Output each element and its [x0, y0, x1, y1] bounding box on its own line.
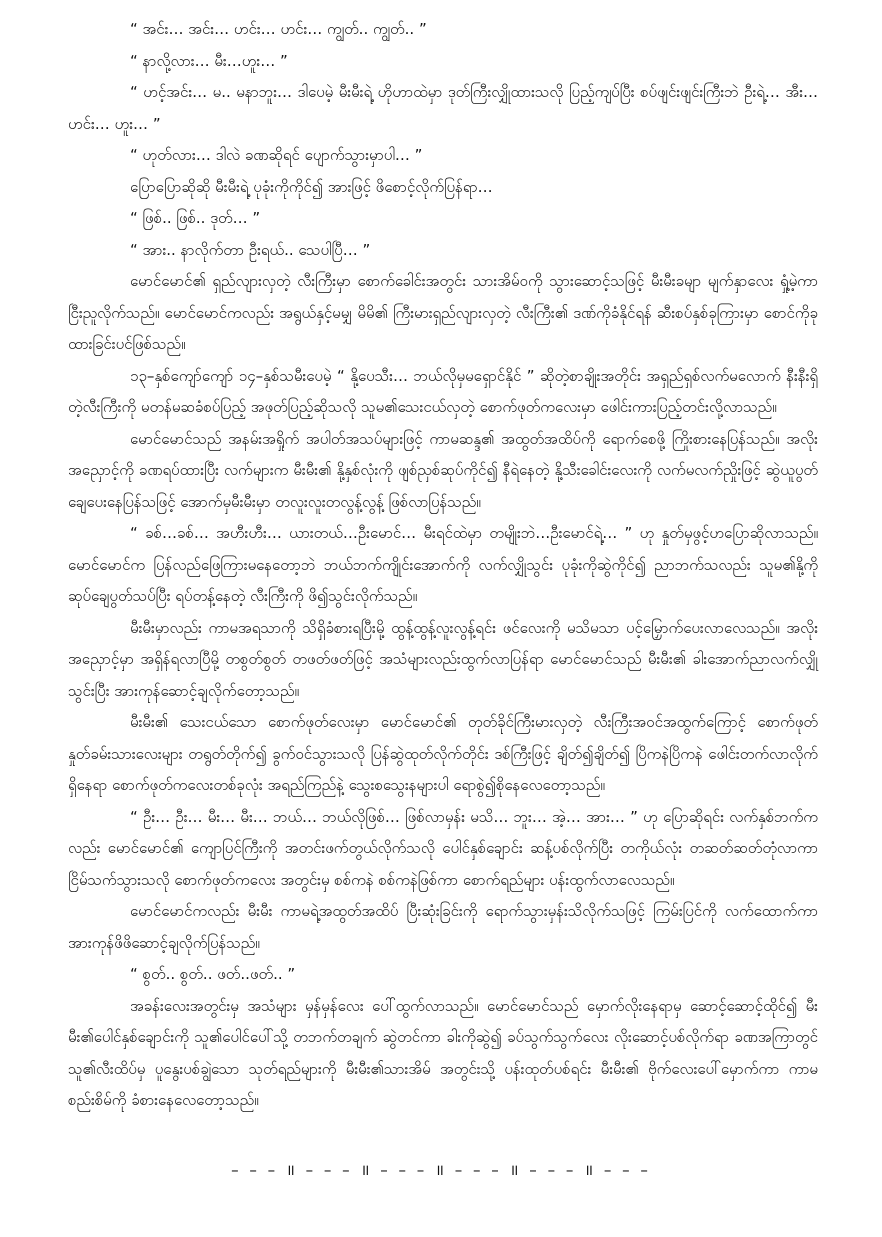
paragraph-10: မောင်မောင်သည် အနမ်းအရှိုက် အပါတ်အသပ်များဖြင့် ကာမဆန္ဒ၏ အထွတ်အထိပ်ကို ရောက်စေဖို့ ကြိုးစားနေပြန်သည်။ အလိုးအညှောင့်ကို ခဏရပ်ထားပြီး လက်များက မီးမီး၏ နို့နှစ်လုံးကို ဖျစ်ညှစ်ဆုပ်ကိုင်၍ နီရဲနေတဲ့ နို့သီးခေါင်းလေးကို လက်မလက်ညှိုးဖြင့် ဆွဲယူပွတ်ချေပေးနေပြန်သဖြင့် အောက်မှမီးမီးမှာ တလူးလူးတလွန့်လွန့် ဖြစ်လာပြန်သည်။	[68, 429, 818, 511]
paragraph-9: ၁၃–နှစ်ကျော်ကျော် ၁၄–နှစ်သမီးပေမဲ့ “ နို့ပေသီး… ဘယ်လိုမှမရှောင်နိုင် ” ဆိုတဲ့စာချိုးအတိုင်း အရှည်ရှစ်လက်မလောက် နီးနီးရှိတဲ့လီးကြီးကို မတန်မဆခံစပ်ပြည့် အဖုတ်ပြည့်ဆိုသလို သူမ၏သေးငယ်လှတဲ့ စောက်ဖုတ်ကလေးမှာ ဖေါင်းကားပြည့်တင်းလို့လာသည်။	[68, 366, 818, 416]
paragraph-2: “ နာလို့လား… မီး…ဟူး… ”	[130, 51, 288, 70]
paragraph-17: အခန်းလေးအတွင်းမှ အသံများ မှန်မှန်လေး ပေါ်ထွက်လာသည်။ မောင်မောင်သည် မှောက်လိုးနေရာမှ ဆောင့်ဆောင့်ထိုင်၍ မီးမီး၏ပေါင်နှစ်ချောင်းကို သူ၏ပေါင်ပေါ်သို့ တဘက်တချက် ဆွဲတင်ကာ ခါးကိုဆွဲ၍ ခပ်သွက်သွက်လေး လိုးဆောင့်ပစ်လိုက်ရာ ခဏအကြာတွင် သူ၏လီးထိပ်မှ ပူနွေးပစ်ချွဲသော သုတ်ရည်များကို မီးမီး၏သားအိမ် အတွင်းသို့ ပန်းထုတ်ပစ်ရင်း မီးမီး၏ ဗိုက်လေးပေါ်မှောက်ကာ ကာမစည်းစိမ်ကို ခံစားနေလေတော့သည်။	[68, 996, 818, 1109]
paragraph-15: မောင်မောင်ကလည်း မီးမီး ကာမရဲ့အထွတ်အထိပ် ပြီးဆုံးခြင်းကို ရောက်သွားမှန်းသိလိုက်သဖြင့် ကြမ်းပြင်ကို လက်ထောက်ကာ အားကုန်ဖိဖိဆောင့်ချလိုက်ပြန်သည်။	[68, 902, 818, 952]
paragraph-1: “ အင်း… အင်း… ဟင်း… ဟင်း… ကျွတ်.. ကျွတ်.. ”	[130, 20, 427, 38]
paragraph-3: “ ဟင့်အင်း… မ.. မနာဘူး… ဒါပေမဲ့ မီးမီးရဲ့ ဟိုဟာထဲမှာ ဒုတ်ကြီးလျှိုထားသလို ပြည့်ကျပ်ပြီး စပ်ဖျင်းဖျင်းကြီးဘဲ ဦးရဲ့… အီး… ဟင်း… ဟူး… ”	[68, 83, 818, 133]
paragraph-7: “ အား.. နာလိုက်တာ ဦးရယ်.. သေပါပြီ… ”	[130, 240, 371, 259]
paragraph-11: “ ခစ်…ခစ်… အဟီးဟီး… ယားတယ်…ဦးမောင်… မီးရင်ထဲမှာ တမျိုးဘဲ…ဦးမောင်ရဲ့… ” ဟု နှုတ်မှဖွင့်ဟပြောဆိုလာသည်။ မောင်မောင်က ပြန်လည်ဖြေကြားမနေတော့ဘဲ ဘယ်ဘက်ကျိုင်းအောက်ကို လက်လျှိုသွင်း ပုခုံးကိုဆွဲကိုင်၍ ညာဘက်သလည်း သူမ၏နို့ကို ဆုပ်ချေပွတ်သပ်ပြီး ရပ်တန့်နေတဲ့ လီးကြီးကို ဖိ၍သွင်းလိုက်သည်။	[68, 524, 818, 605]
paragraph-8: မောင်မောင်၏ ရှည်လျားလှတဲ့ လီးကြီးမှာ စောက်ခေါင်းအတွင်း သားအိမ်ဝကို သွားဆောင့်သဖြင့် မီးမီးခမျာ မျက်နှာလေး ရှုံ့မဲ့ကာ ငြီးညူလိုက်သည်။ မောင်မောင်ကလည်း အရွယ်နှင့်မမျှ မိမိ၏ ကြီးမားရှည်လျားလှတဲ့ လီးကြီး၏ ဒဏ်ကိုခံနိုင်ရန် ဆီးစပ်နှစ်ခုကြားမှာ စောင်ကိုခုထားခြင်းပင်ဖြစ်သည်။	[68, 272, 818, 353]
paragraph-14: “ ဦး… ဦး… မီး… မီး… ဘယ်… ဘယ်လိုဖြစ်… ဖြစ်လာမှန်း မသိ… ဘူး… အဲ့… အား… ” ဟု ပြောဆိုရင်း လက်နှစ်ဘက်ကလည်း မောင်မောင်၏ ကျောပြင်ကြီးကို အတင်းဖက်တွယ်လိုက်သလို ပေါင်နှစ်ချောင်း ဆန့်ပစ်လိုက်ပြီး တကိုယ်လုံး တဆတ်ဆတ်တုံလာကာ ငြိမ်သက်သွားသလို စောက်ဖုတ်ကလေး အတွင်းမှ စစ်ကနဲ စစ်ကနဲဖြစ်ကာ စောက်ရည်များ ပန်းထွက်လာလေသည်။	[68, 807, 818, 889]
paragraph-4: “ ဟုတ်လား… ဒါလဲ ခဏဆိုရင် ပျောက်သွားမှာပါ… ”	[130, 146, 423, 164]
paragraph-6: “ ဖြစ်.. ဖြစ်.. ဒုတ်… ”	[130, 209, 261, 227]
paragraph-5: ပြောပြောဆိုဆို မီးမီးရဲ့ ပုခုံးကိုကိုင်၍ အားဖြင့် ဖိစောင့်လိုက်ပြန်ရာ…	[130, 177, 493, 196]
paragraph-13: မီးမီး၏ သေးငယ်သော စောက်ဖုတ်လေးမှာ မောင်မောင်၏ တုတ်ခိုင်ကြီးမားလှတဲ့ လီးကြီးအဝင်အထွက်ကြောင့် စောက်ဖုတ်နှုတ်ခမ်းသားလေးများ တရွတ်တိုက်၍ ခွက်ဝင်သွားသလို ပြန်ဆွဲထုတ်လိုက်တိုင်း ဒစ်ကြီးဖြင့် ချိတ်၍ချိတ်၍ ပြိကနဲပြိကနဲ ဖေါင်းတက်လာလိုက်ရှိနေရာ စောက်ဖုတ်ကလေးတစ်ခုလုံး အရည်ကြည်နဲ့ သွေးစသွေးနများပါ ရောစွဲ၍စိုနေလေတော့သည်။	[68, 713, 818, 794]
paragraph-16: “ စွတ်.. စွတ်.. ဖတ်..ဖတ်.. ”	[130, 965, 296, 983]
section-separator: – – – ॥ – – – ॥ – – – ॥ – – – ॥ – – – ॥ – – –	[231, 1161, 651, 1179]
paragraph-12: မီးမီးမှာလည်း ကာမအရသာကို သိရှိခံစားရပြီးမို့ ထွန့်ထွန့်လူးလွန့်ရင်း ဖင်လေးကို မသိမသာ ပင့်မြှောက်ပေးလာလေသည်။ အလိုးအညှောင့်မှာ အရှိန်ရလာပြီမို့ တစွတ်စွတ် တဖတ်ဖတ်ဖြင့် အသံများလည်းထွက်လာပြန်ရာ မောင်မောင်သည် မီးမီး၏ ခါးအောက်ညာလက်လျှိုသွင်းပြီး အားကုန်ဆောင့်ချလိုက်တော့သည်။	[68, 618, 818, 700]
